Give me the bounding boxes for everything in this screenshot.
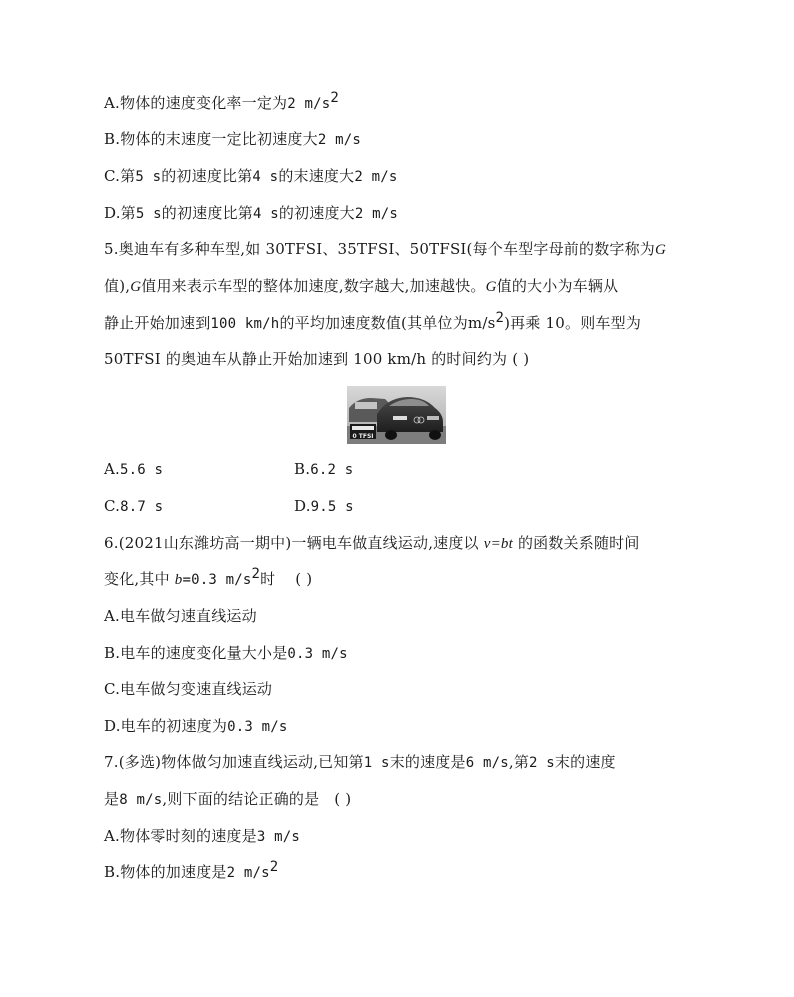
q5-option-d: [294, 496, 354, 517]
option-label: A.: [104, 827, 121, 845]
option-label: A.: [104, 460, 121, 478]
option-text: 物体的速度变化率一定为: [120, 94, 288, 112]
option-value: 2 m/s: [317, 132, 361, 148]
stem-text: 50TFSI 的奥迪车从静止开始加速到 100 km/h 的时间约为: [104, 350, 508, 368]
stem-text: ,则下面的结论正确的是: [162, 790, 320, 808]
option-text: 电车的初速度为: [120, 717, 228, 735]
superscript: 2: [269, 859, 279, 875]
formula: v=bt: [483, 536, 513, 552]
stem-text: 的函数关系随时间: [517, 534, 640, 552]
option-value: 3 m/s: [256, 829, 300, 845]
q5-stem-line-3: [104, 310, 642, 334]
option-label: B.: [104, 863, 121, 881]
option-text: 第: [120, 167, 136, 185]
q5-stem-line-1: [104, 239, 666, 260]
stem-text: 变化,其中: [104, 570, 170, 588]
option-text: 的初速度大: [278, 204, 355, 222]
option-value: 8.7 s: [120, 499, 164, 515]
tfsi-badge-text: 0 TFSI: [352, 433, 374, 440]
q7-option-a: [104, 826, 300, 847]
stem-text: )再乘 10。则车型为: [504, 314, 642, 332]
option-text: 物体的末速度一定比初速度大: [120, 130, 318, 148]
option-text: 电车做匀速直线运动: [120, 607, 257, 625]
q7-stem-line-2: [104, 789, 351, 810]
option-text: 的初速度比第: [161, 204, 253, 222]
variable: G: [655, 242, 667, 258]
speed-value: 6 m/s: [465, 755, 509, 771]
option-text: 第: [120, 204, 136, 222]
audi-car-photo: [347, 386, 446, 444]
option-label: B.: [104, 644, 121, 662]
option-label: C.: [104, 680, 121, 698]
option-label: C.: [104, 497, 121, 515]
option-text: 物体零时刻的速度是: [120, 827, 257, 845]
option-label: B.: [294, 460, 311, 478]
stem-text: 5.奥迪车有多种车型,如 30TFSI、35TFSI、50TFSI(每个车型字母前的数字称为: [104, 240, 656, 258]
stem-value: =0.3 m/s: [182, 572, 252, 588]
option-text: 的末速度大: [278, 167, 355, 185]
q7-stem-line-1: [104, 752, 616, 773]
option-label: C.: [104, 167, 121, 185]
q4-option-c: [104, 166, 397, 187]
q6-option-a: [104, 606, 257, 626]
option-number: 5 s: [135, 206, 162, 222]
superscript: 2: [495, 310, 505, 326]
option-label: D.: [104, 717, 121, 735]
q4-option-b: [104, 129, 361, 150]
time-value: 1 s: [363, 755, 390, 771]
option-label: A.: [104, 94, 121, 112]
option-number: 4 s: [252, 206, 279, 222]
option-value: 2 m/s: [287, 96, 331, 112]
stem-text: 值用来表示车型的整体加速度,数字越大,加速越快。: [141, 277, 486, 295]
option-text: 物体的加速度是: [120, 863, 227, 881]
option-label: B.: [104, 130, 121, 148]
stem-text: 的平均加速度数值(其单位为m/s: [279, 314, 496, 332]
superscript: 2: [330, 90, 340, 106]
variable: b: [174, 572, 183, 588]
stem-text: 值的大小为车辆从: [496, 277, 619, 295]
q5-stem-line-2: [104, 276, 618, 297]
q6-option-d: [104, 716, 287, 737]
q6-option-b: [104, 643, 348, 664]
option-value: 5.6 s: [120, 462, 164, 478]
stem-text: 值),: [104, 277, 131, 295]
option-text: 电车做匀变速直线运动: [120, 680, 273, 698]
answer-blank: ( ): [295, 570, 313, 588]
q6-stem-line-2: [104, 566, 313, 590]
option-value: 2 m/s: [354, 169, 398, 185]
superscript: 2: [251, 566, 261, 582]
car-photo-illustration: [347, 386, 446, 444]
q7-option-b: [104, 859, 279, 883]
q5-option-b: [294, 459, 353, 480]
option-value: 0.3 m/s: [227, 719, 288, 735]
option-value: 2 m/s: [226, 865, 270, 881]
q4-option-d: [104, 203, 398, 224]
q5-option-c: [104, 496, 163, 517]
stem-text: 是: [104, 790, 120, 808]
stem-text: 时: [260, 570, 276, 588]
q6-option-c: [104, 679, 272, 699]
variable: G: [485, 279, 497, 295]
q5-stem-line-4: [104, 349, 529, 369]
stem-text: 7.(多选)物体做匀加速直线运动,已知第: [104, 753, 364, 771]
speed-value: 100 km/h: [210, 316, 280, 332]
stem-text: 6.(2021山东潍坊高一期中)一辆电车做直线运动,速度以: [104, 534, 479, 552]
q6-stem-line-1: [104, 533, 640, 554]
stem-text: 末的速度: [554, 753, 616, 771]
option-value: 6.2 s: [310, 462, 354, 478]
option-label: A.: [104, 607, 121, 625]
q4-option-a: [104, 90, 340, 114]
option-value: 0.3 m/s: [287, 646, 348, 662]
option-number: 4 s: [252, 169, 279, 185]
option-value: 2 m/s: [354, 206, 399, 222]
option-text: 电车的速度变化量大小是: [120, 644, 288, 662]
answer-blank: ( ): [334, 790, 352, 808]
option-label: D.: [104, 204, 121, 222]
answer-blank: ( ): [512, 350, 530, 368]
option-number: 5 s: [135, 169, 162, 185]
q5-option-a: [104, 459, 163, 480]
stem-text: ,第: [508, 753, 530, 771]
variable: G: [130, 279, 142, 295]
stem-text: 末的速度是: [389, 753, 466, 771]
stem-text: 静止开始加速到: [104, 314, 211, 332]
option-label: D.: [294, 497, 311, 515]
time-value: 2 s: [529, 755, 555, 771]
option-text: 的初速度比第: [161, 167, 253, 185]
speed-value: 8 m/s: [119, 792, 163, 808]
option-value: 9.5 s: [310, 499, 354, 515]
